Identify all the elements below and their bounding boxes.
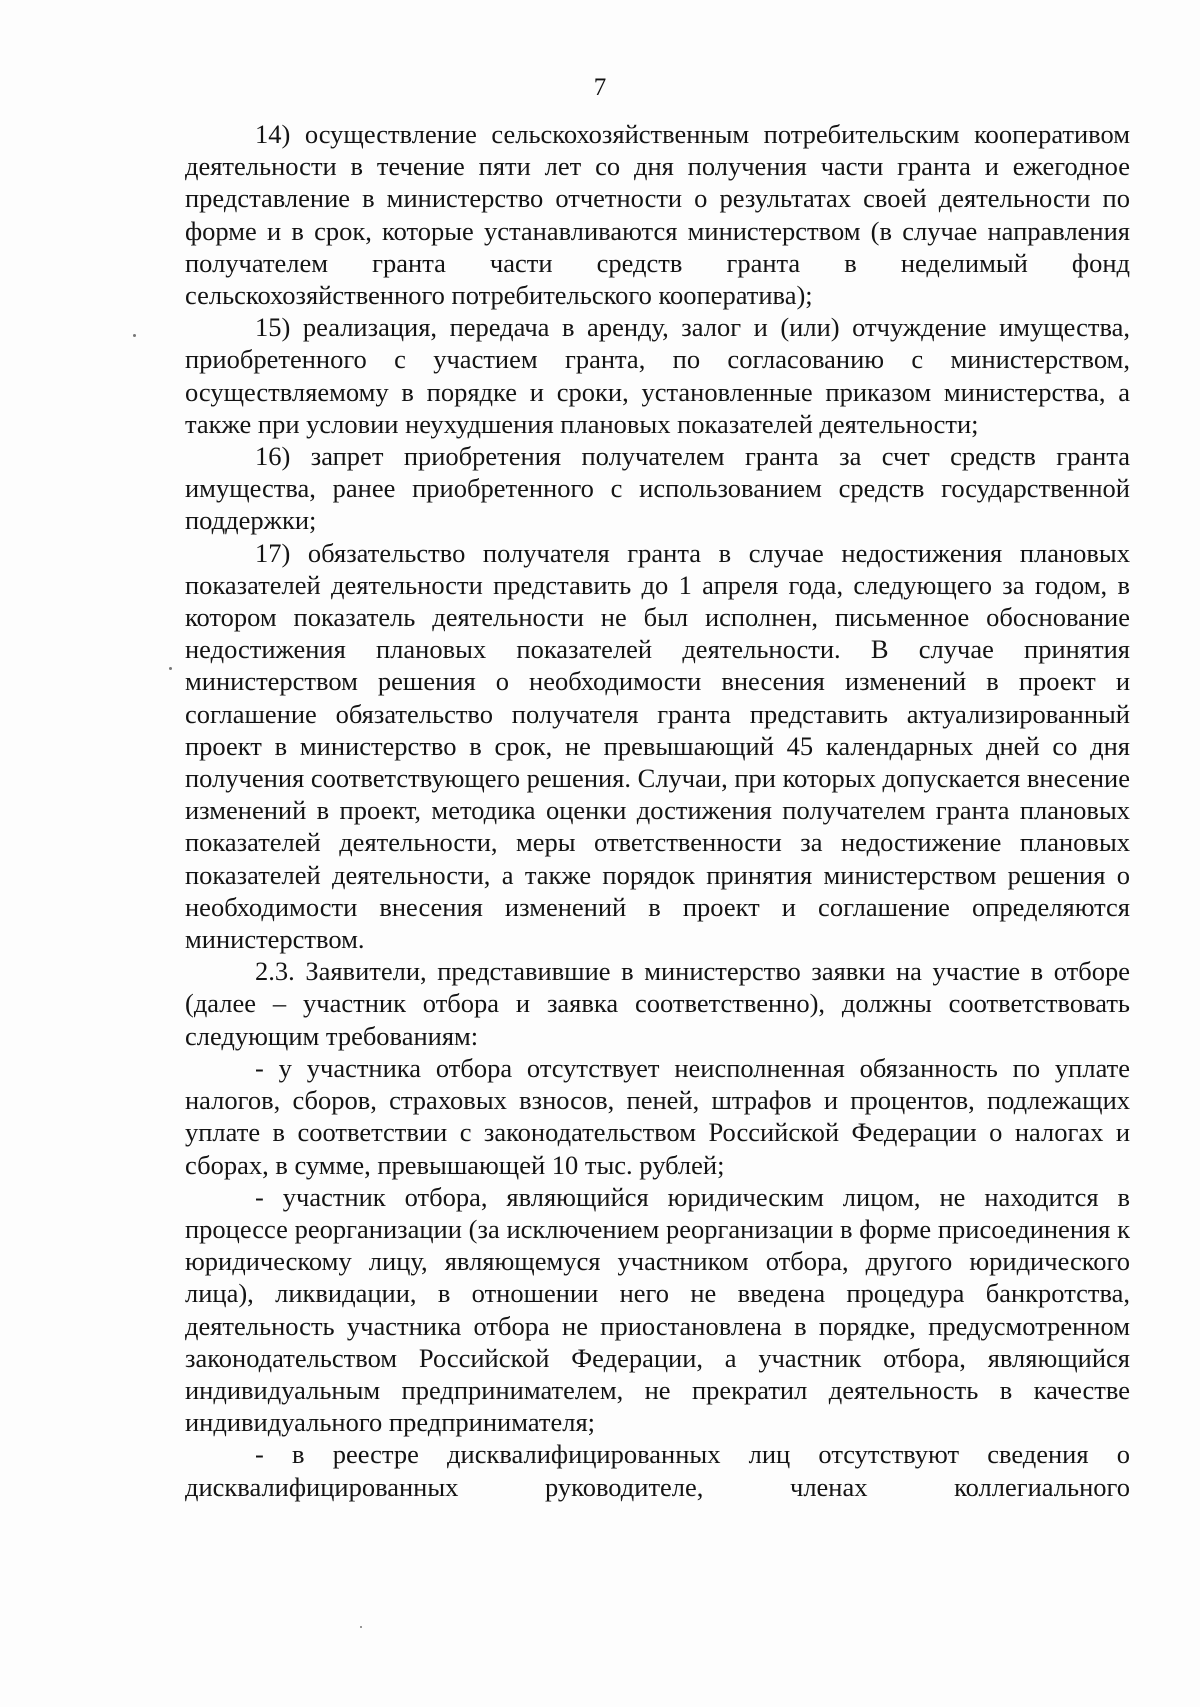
- document-body: [185, 118, 1130, 1503]
- scan-speck: [360, 1626, 362, 1628]
- page-number: 7: [593, 74, 607, 101]
- paragraph-requirement-reorganization: - участник отбора, являющийся юридическим лицом, не находится в процессе реорганизации (за исключением реорганизации в форме присоединения к юридическому лицу, являющемуся участником отбора, другого юридического лица), ликвидации, в отношении него не введена процедура банкротства, деятельность участника отбора не приостановлена в порядке, предусмотренном законодательством Российской Федерации, а участник отбора, являющийся индивидуальным предпринимателем, не прекратил деятельность в качестве индивидуального предпринимателя;: [185, 1181, 1130, 1438]
- paragraph-item-15: 15) реализация, передача в аренду, залог и (или) отчуждение имущества, приобретенного с участием гранта, по согласованию с министерством, осуществляемому в порядке и сроки, установленные приказом министерства, а также при условии неухудшения плановых показателей деятельности;: [185, 312, 1130, 439]
- paragraph-requirement-taxes: - у участника отбора отсутствует неисполненная обязанность по уплате налогов, сборов, страховых взносов, пеней, штрафов и процентов, подлежащих уплате в соответствии с законодательством Российской Федерации о налогах и сборах, в сумме, превышающей 10 тыс. рублей;: [185, 1052, 1130, 1180]
- paragraph-item-16: 16) запрет приобретения получателем гранта за счет средств гранта имущества, ранее приобретенного с использованием средств государственной поддержки;: [185, 441, 1130, 536]
- scan-speck: [133, 334, 136, 337]
- paragraph-item-14: 14) осуществление сельскохозяйственным потребительским кооперативом деятельности в течение пяти лет со дня получения части гранта и ежегодное представление в министерство отчетности о результатах своей деятельности по форме и в срок, которые устанавливаются министерством (в случае направления получателем гранта части средств гранта в неделимый фонд сельскохозяйственного потребительского кооператива);: [185, 119, 1130, 311]
- paragraph-section-2-3: 2.3. Заявители, представившие в министерство заявки на участие в отборе (далее – участник отбора и заявка соответственно), должны соответствовать следующим требованиям:: [185, 956, 1130, 1051]
- paragraph-requirement-disqualified-registry: - в реестре дисквалифицированных лиц отсутствуют сведения о дисквалифицированных руководителе, членах коллегиального: [185, 1439, 1130, 1502]
- scan-speck: [169, 667, 172, 670]
- paragraph-item-17: 17) обязательство получателя гранта в случае недостижения плановых показателей деятельности представить до 1 апреля года, следующего за годом, в котором показатель деятельности не был исполнен, письменное обоснование недостижения плановых показателей деятельности. В случае принятия министерством решения о необходимости внесения изменений в проект и соглашение обязательство получателя гранта представить актуализированный проект в министерство в срок, не превышающий 45 календарных дней со дня получения соответствующего решения. Случаи, при которых допускается внесение изменений в проект, методика оценки достижения получателем гранта плановых показателей деятельности, меры ответственности за недостижение плановых показателей деятельности, а также порядок принятия министерством решения о необходимости внесения изменений в проект и соглашение определяются министерством.: [185, 537, 1130, 955]
